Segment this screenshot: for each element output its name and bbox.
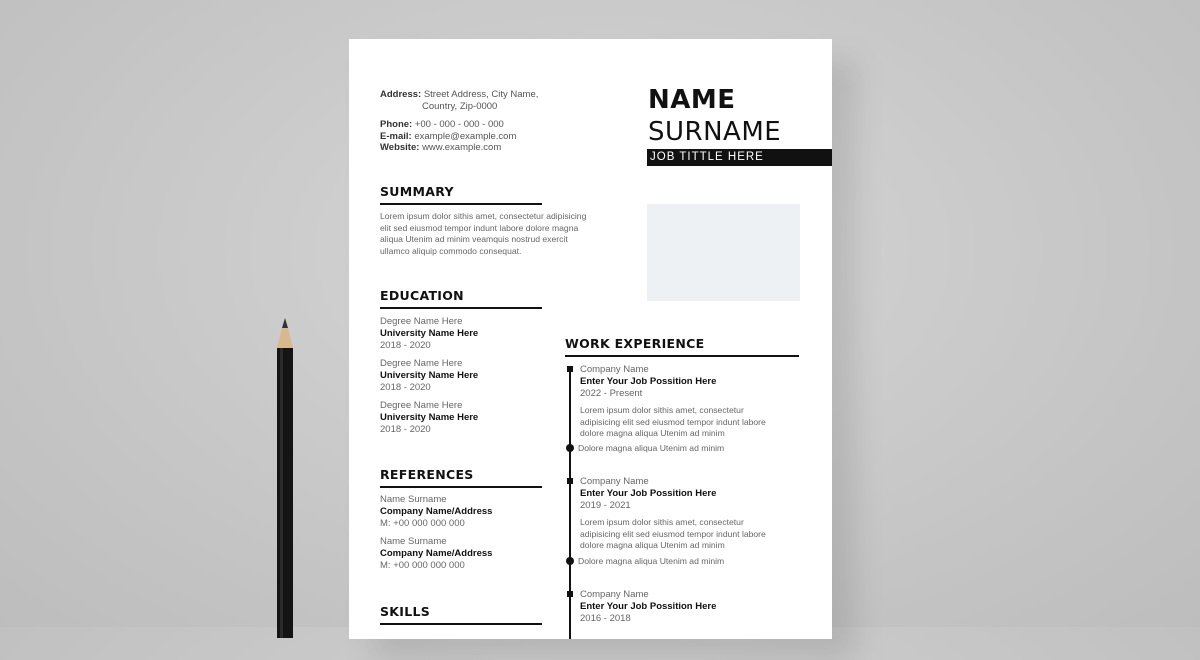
degree-name: Degree Name Here	[380, 400, 463, 411]
summary-divider	[380, 203, 542, 205]
website-value: www.example.com	[422, 142, 502, 153]
email-label: E-mail:	[380, 130, 412, 142]
education-divider	[380, 307, 542, 309]
education-years: 2018 - 2020	[380, 424, 431, 435]
job-description-line: adipisicing elit sed eiusmod tempor indunt labore	[580, 528, 766, 539]
timeline-line	[569, 371, 571, 639]
job-description	[580, 405, 766, 440]
resume-page	[349, 39, 832, 639]
summary-line: elit sed eiusmod tempor indunt labore dolore magna	[380, 222, 579, 233]
job-years: 2016 - 2018	[580, 613, 631, 624]
job-years: 2022 - Present	[580, 388, 643, 399]
job-item	[580, 589, 716, 625]
website-label: Website:	[380, 142, 420, 153]
timeline-dot	[566, 557, 574, 565]
reference-phone: M: +00 000 000 000	[380, 518, 465, 529]
email-value: example@example.com	[414, 130, 517, 142]
reference-company: Company Name/Address	[380, 548, 493, 559]
job-description-line: dolore magna aliqua Utenim ad minim	[580, 540, 725, 550]
reference-item	[380, 494, 492, 530]
address-label: Address:	[380, 89, 422, 100]
job-position: Enter Your Job Possition Here	[580, 601, 717, 612]
education-years: 2018 - 2020	[380, 340, 431, 351]
job-description-line: Lorem ipsum dolor sithis amet, consectetur	[580, 405, 744, 415]
references-title: REFERENCES	[380, 467, 474, 482]
summary-text	[380, 211, 586, 257]
summary-line: Lorem ipsum dolor sithis amet, consectetur adipisicing	[380, 211, 587, 221]
job-years: 2019 - 2021	[580, 500, 631, 511]
education-years: 2018 - 2020	[380, 382, 431, 393]
education-item	[380, 316, 478, 352]
degree-name: Degree Name Here	[380, 316, 463, 327]
job-company: Company Name	[580, 476, 649, 487]
job-position: Enter Your Job Possition Here	[580, 376, 717, 387]
education-item	[380, 358, 478, 394]
job-item	[580, 476, 716, 512]
degree-name: Degree Name Here	[380, 358, 463, 369]
reference-item	[380, 536, 492, 572]
education-title: EDUCATION	[380, 288, 464, 303]
first-name: NAME	[648, 85, 736, 115]
address-line-2: Country, Zip-0000	[422, 100, 498, 112]
job-bullet: Dolore magna aliqua Utenim ad minim	[578, 443, 725, 453]
job-company: Company Name	[580, 589, 649, 600]
timeline-square	[567, 591, 573, 597]
job-description-line: adipisicing elit sed eiusmod tempor indunt labore	[580, 416, 766, 427]
timeline-dot	[566, 444, 574, 452]
job-description	[580, 517, 766, 552]
education-item	[380, 400, 478, 436]
work-experience-divider	[565, 355, 799, 357]
reference-name: Name Surname	[380, 494, 447, 505]
job-description-line: dolore magna aliqua Utenim ad minim	[580, 428, 725, 438]
phone-value: +00 - 000 - 000 - 000	[414, 119, 504, 130]
university-name: University Name Here	[380, 370, 479, 381]
skills-title: SKILLS	[380, 604, 431, 619]
phone-label: Phone:	[380, 119, 413, 130]
job-company: Company Name	[580, 364, 649, 375]
photo-placeholder	[647, 204, 800, 301]
job-bullet: Dolore magna aliqua Utenim ad minim	[578, 556, 725, 566]
work-experience-title: WORK EXPERIENCE	[565, 336, 705, 351]
university-name: University Name Here	[380, 328, 479, 339]
reference-phone: M: +00 000 000 000	[380, 560, 465, 571]
timeline-square	[567, 366, 573, 372]
timeline-square	[567, 478, 573, 484]
pencil-image	[276, 318, 294, 638]
summary-line: aliqua Utenim ad minim veamquis nostrud exercit	[380, 234, 568, 244]
summary-title: SUMMARY	[380, 184, 454, 199]
references-divider	[380, 486, 542, 488]
job-item	[580, 364, 716, 400]
job-position: Enter Your Job Possition Here	[580, 488, 717, 499]
reference-name: Name Surname	[380, 536, 447, 547]
reference-company: Company Name/Address	[380, 506, 493, 517]
address-line-1: Street Address, City Name,	[423, 89, 539, 100]
contact-block	[380, 89, 538, 154]
job-title-bar: JOB TITTLE HERE	[647, 149, 832, 166]
summary-line: ullamco aliquip commodo consequat.	[380, 245, 522, 256]
job-description-line: Lorem ipsum dolor sithis amet, consectetur	[580, 517, 744, 527]
last-name: SURNAME	[648, 117, 782, 147]
university-name: University Name Here	[380, 412, 479, 423]
skills-divider	[380, 623, 542, 625]
